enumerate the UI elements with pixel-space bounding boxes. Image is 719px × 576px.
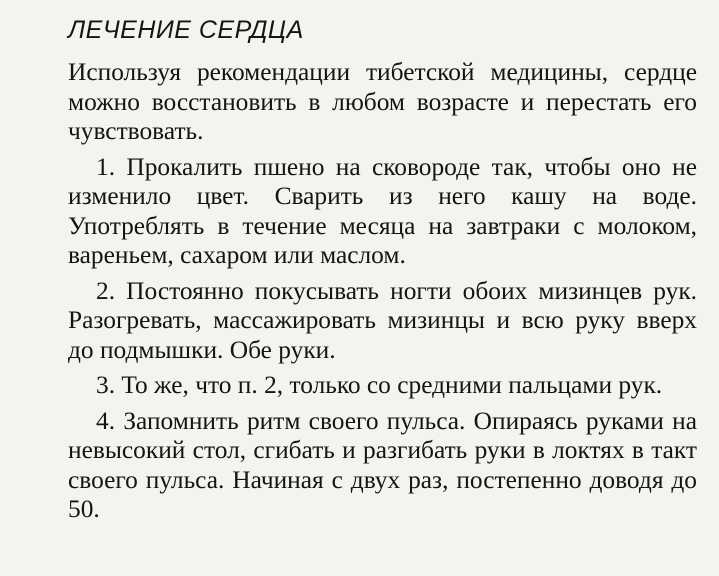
- document-title: ЛЕЧЕНИЕ СЕРДЦА: [68, 16, 304, 44]
- intro-paragraph: Используя рекомендации тибетской медицины, сердце можно восстановить в любом возрасте и перестать его чувствовать.: [68, 58, 697, 145]
- step-1-paragraph: 1. Прокалить пшено на сковороде так, чтобы оно не изменило цвет. Сварить из него кашу на воде. Употреблять в течение месяца на завтраки с молоком, вареньем, сахаром или маслом.: [68, 152, 697, 269]
- step-4-paragraph: 4. Запомнить ритм своего пульса. Опираясь руками на невысокий стол, сгибать и разгибать руки в локтях в такт своего пульса. Начиная с двух раз, постепенно доводя до 50.: [68, 406, 697, 523]
- step-3-paragraph: 3. То же, что п. 2, только со средними пальцами рук.: [96, 371, 663, 399]
- step-2-paragraph: 2. Постоянно покусывать ногти обоих мизинцев рук. Разогревать, массажировать мизинцы и всю руку вверх до подмышки. Обе руки.: [68, 276, 697, 364]
